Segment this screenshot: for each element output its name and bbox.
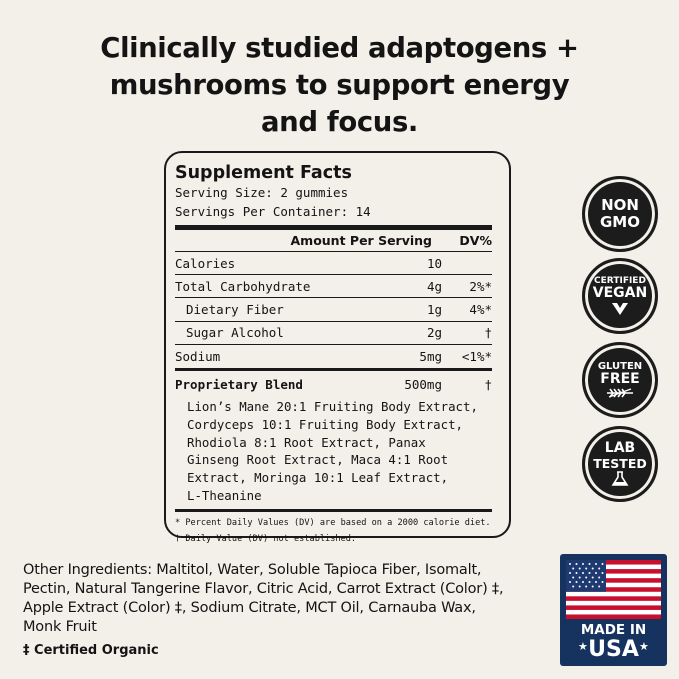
nutrient-label: Sugar Alcohol [186,325,284,341]
blend-dv: † [484,376,492,392]
flask-icon [611,471,629,487]
nutrient-amount: 2g [426,325,442,341]
other-ingredients-line: Monk Fruit [23,619,97,635]
other-ingredients-line: Pectin, Natural Tangerine Flavor, Citric Acid, Carrot Extract (Color) ‡, [23,581,504,597]
blend-ingredients [175,398,492,509]
blend-line: Lion’s Mane 20:1 Fruiting Body Extract, [187,398,478,414]
nutrient-row-sugar-alcohol [175,322,492,345]
headline-line-1: Clinically studied adaptogens + [100,32,579,64]
headline [0,30,679,141]
badge-text: GMO [600,213,640,231]
nutrient-row-calories [175,252,492,275]
vegan-v-icon [609,301,631,317]
badge-text: VEGAN [592,284,648,301]
us-flag-icon [566,560,661,619]
facts-header-row [175,230,492,252]
nutrient-label: Dietary Fiber [186,301,284,317]
blend-label: Proprietary Blend [175,376,303,392]
blend-line: Ginseng Root Extract, Maca 4:1 Root [187,452,449,468]
gluten-free-badge [582,342,658,418]
nutrient-amount: 10 [426,255,442,271]
nutrient-dv: <1%* [461,348,492,364]
serving-size: Serving Size: 2 gummies [175,185,349,200]
footnote-not-established: † Daily Value (DV) not established. [175,533,357,544]
nutrient-amount: 1g [426,301,442,317]
nutrient-dv: † [484,325,492,341]
blend-line: Extract, Moringa 10:1 Leaf Extract, [187,470,449,486]
servings-per-container: Servings Per Container: 14 [175,203,371,219]
headline-line-3: and focus. [261,106,418,138]
nutrient-row-fiber [175,298,492,321]
star-icon: ★ [639,641,649,653]
nutrient-dv: 2%* [469,278,492,294]
blend-amount: 500mg [404,376,442,392]
nutrient-dv: 4%* [469,301,492,317]
country-label: USA [588,637,639,662]
blend-line: Rhodiola 8:1 Root Extract, Panax [187,434,426,450]
other-ingredients [23,561,543,637]
badge-text: GLUTEN [597,361,643,372]
certified-vegan-badge [582,258,658,334]
nutrient-amount: 5mg [419,348,442,364]
star-icon: ★ [578,641,588,653]
badge-text: TESTED [593,456,647,471]
header-dv: DV% [459,233,492,248]
other-ingredients-line: Other Ingredients: Maltitol, Water, Soluble Tapioca Fiber, Isomalt, [23,562,482,578]
wheat-icon [605,387,635,399]
nutrient-label: Total Carbohydrate [175,278,311,294]
supplement-facts-panel [164,151,511,544]
blend-line: Cordyceps 10:1 Fruiting Body Extract, [187,416,464,432]
badge-text: CERTIFIED [594,275,646,286]
other-ingredients-line: Apple Extract (Color) ‡, Sodium Citrate, MCT Oil, Carnauba Wax, [23,600,476,616]
blend-line: L-Theanine [187,487,262,503]
nutrient-row-carbohydrate [175,275,492,298]
header-amount-per-serving: Amount Per Serving [290,233,432,248]
non-gmo-badge [582,176,658,252]
badge-text: LAB [604,440,636,456]
headline-line-2: mushrooms to support energy [109,69,570,101]
made-in-usa-badge [560,554,667,666]
nutrient-amount: 4g [426,278,442,294]
nutrient-label: Calories [175,255,236,271]
facts-title: Supplement Facts [175,163,352,183]
badge-text: FREE [600,371,640,387]
divider-bottom [175,509,492,512]
certified-organic-note: ‡ Certified Organic [23,643,159,658]
badge-text: NON [601,196,639,214]
nutrient-row-sodium [175,345,492,368]
nutrient-label: Sodium [175,348,221,364]
made-in-label: MADE IN [580,622,647,638]
lab-tested-badge [582,426,658,502]
footnote-dv: * Percent Daily Values (DV) are based on a 2000 calorie diet. [175,517,491,528]
proprietary-blend-row [175,371,492,398]
